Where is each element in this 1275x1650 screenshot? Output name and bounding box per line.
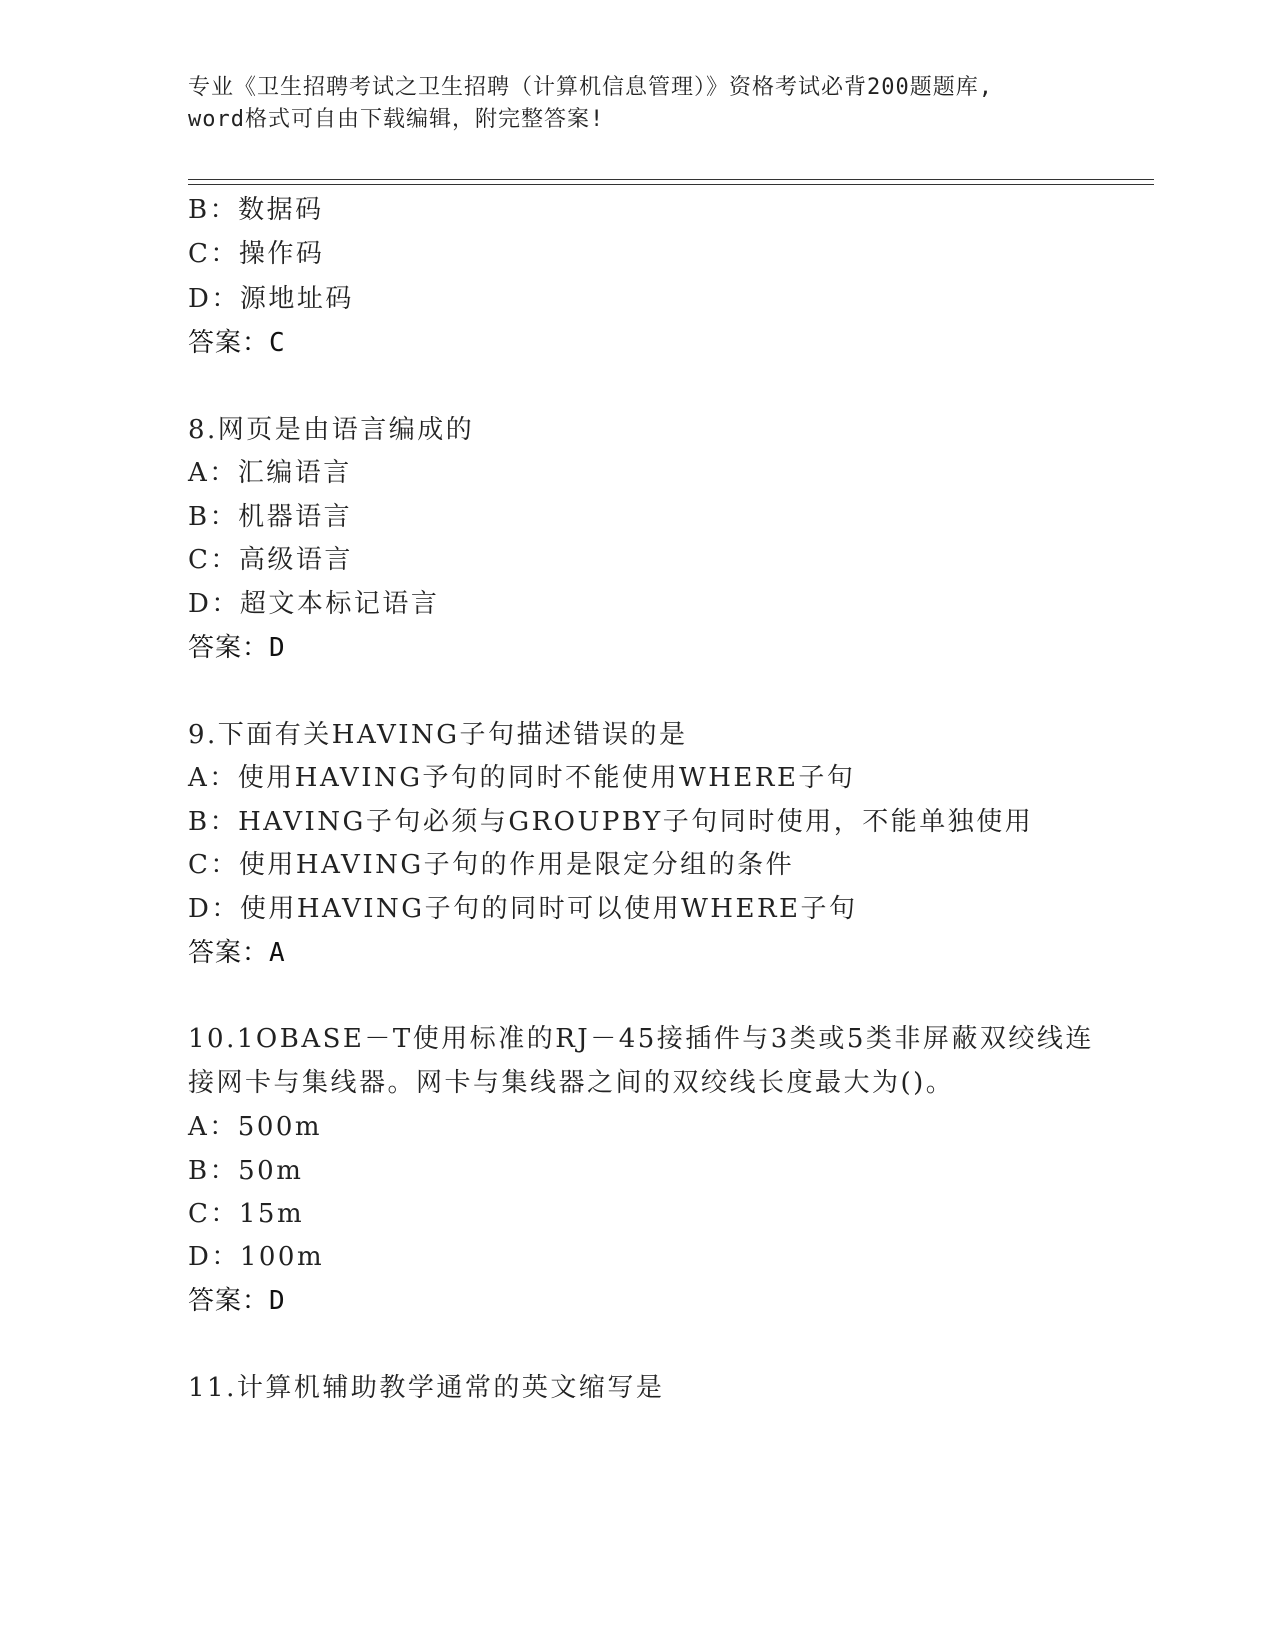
question-stem: 8.网页是由语言编成的 <box>188 415 475 445</box>
question-stem: 11.计算机辅助教学通常的英文缩写是 <box>188 1373 665 1403</box>
header-divider-top <box>188 179 1154 180</box>
option-a: A：500m <box>188 1112 323 1142</box>
option-a: A：使用HAVING予句的同时不能使用WHERE子句 <box>188 763 856 793</box>
answer-line: 答案：D <box>188 633 286 663</box>
document-header <box>188 72 1088 136</box>
answer-line: 答案：D <box>188 1286 286 1316</box>
header-line-2: word格式可自由下载编辑，附完整答案! <box>188 107 605 132</box>
option-c: C：15m <box>188 1199 305 1229</box>
option-d: D：使用HAVING子句的同时可以使用WHERE子句 <box>188 894 858 924</box>
option-b: B：HAVING子句必须与GROUPBY子句同时使用，不能单独使用 <box>188 807 1034 837</box>
header-divider-bottom <box>188 184 1154 185</box>
option-d: D：100m <box>188 1242 325 1272</box>
option-d: D：超文本标记语言 <box>188 589 440 619</box>
option-a: A：汇编语言 <box>188 458 352 488</box>
option-b: B：50m <box>188 1156 304 1186</box>
option-c: C：操作码 <box>188 239 325 269</box>
option-b: B：数据码 <box>188 195 324 225</box>
header-line-1: 专业《卫生招聘考试之卫生招聘（计算机信息管理）》资格考试必背200题题库, <box>188 75 993 100</box>
question-stem-line-2: 接网卡与集线器。网卡与集线器之间的双绞线长度最大为()。 <box>188 1068 955 1098</box>
question-stem: 9.下面有关HAVING子句描述错误的是 <box>188 720 688 750</box>
answer-line: 答案：A <box>188 938 286 968</box>
option-d: D：源地址码 <box>188 284 354 314</box>
question-stem-line-1: 10.1OBASE－T使用标准的RJ－45接插件与3类或5类非屏蔽双绞线连 <box>188 1024 1094 1054</box>
answer-line: 答案：C <box>188 328 286 358</box>
option-c: C：使用HAVING子句的作用是限定分组的条件 <box>188 850 795 880</box>
option-b: B：机器语言 <box>188 502 353 532</box>
option-c: C：高级语言 <box>188 545 353 575</box>
